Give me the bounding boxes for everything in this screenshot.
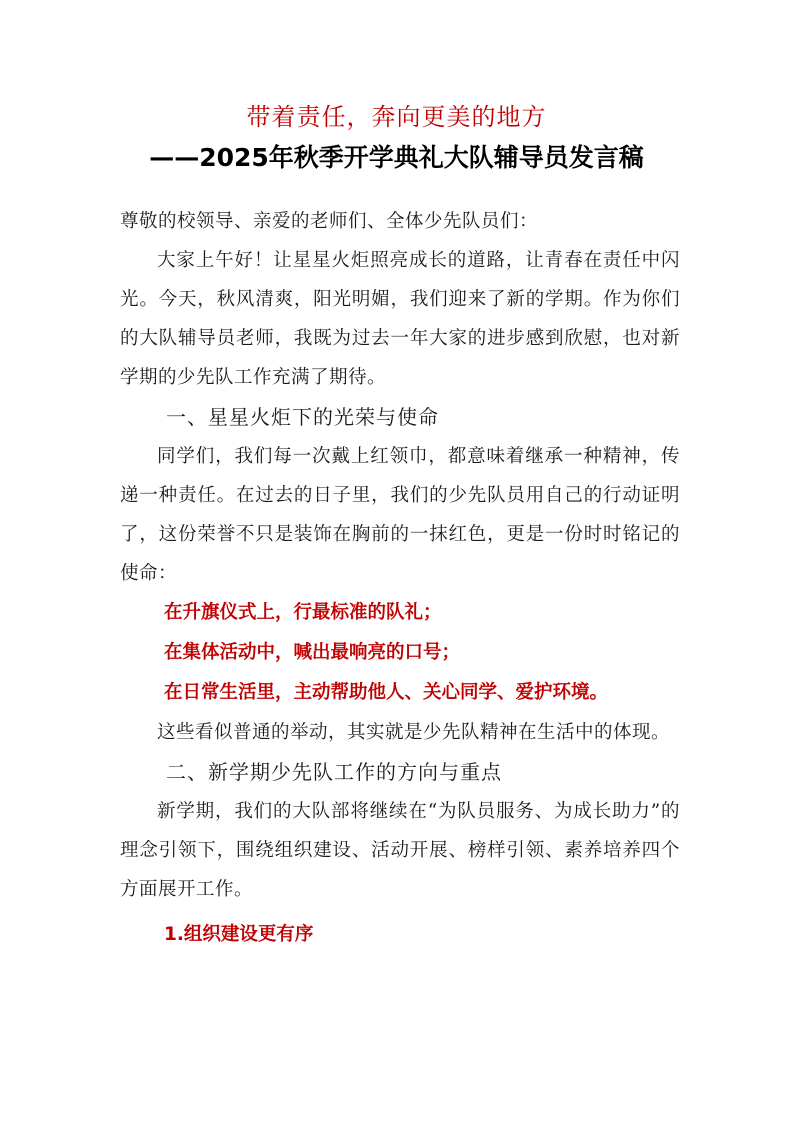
section-1-heading: 一、星星火炬下的光荣与使命 — [166, 405, 439, 429]
subheading-1: 1.组织建设更有序 — [164, 924, 314, 945]
page-subtitle: ——2025年秋季开学典礼大队辅导员发言稿 — [149, 143, 644, 172]
section-2-heading: 二、新学期少先队工作的方向与重点 — [166, 760, 502, 784]
highlight-line-1: 在升旗仪式上，行最标准的队礼； — [164, 602, 442, 623]
section-2-paragraph: 新学期，我们的大队部将继续在“为队员服务、为成长助力”的理念引领下，围绕组织建设、活动开展、榜样引领、素养培养四个方面展开工作。 — [120, 801, 680, 900]
page-title: 带着责任，奔向更美的地方 — [246, 103, 547, 131]
highlight-line-2: 在集体活动中，喊出最响亮的口号； — [164, 642, 461, 663]
section-1-paragraph: 同学们，我们每一次戴上红领巾，都意味着继承一种精神，传递一种责任。在过去的日子里，我们的少先队员用自己的行动证明了，这份荣誉不只是装饰在胸前的一抹红色，更是一份时时铭记的使命： — [120, 446, 680, 584]
intro-paragraph: 大家上午好！让星星火炬照亮成长的道路，让青春在责任中闪光。今天，秋风清爽，阳光明媚，我们迎来了新的学期。作为你们的大队辅导员老师，我既为过去一年大家的进步感到欣慰，也对新学期的少先队工作充满了期待。 — [120, 250, 680, 388]
document-body — [120, 202, 680, 955]
section-1-closing: 这些看似普通的举动，其实就是少先队精神在生活中的体现。 — [157, 722, 671, 743]
greeting-paragraph: 尊敬的校领导、亲爱的老师们、全体少先队员们： — [120, 211, 539, 232]
highlight-line-3: 在日常生活里，主动帮助他人、关心同学、爱护环境。 — [164, 682, 609, 703]
